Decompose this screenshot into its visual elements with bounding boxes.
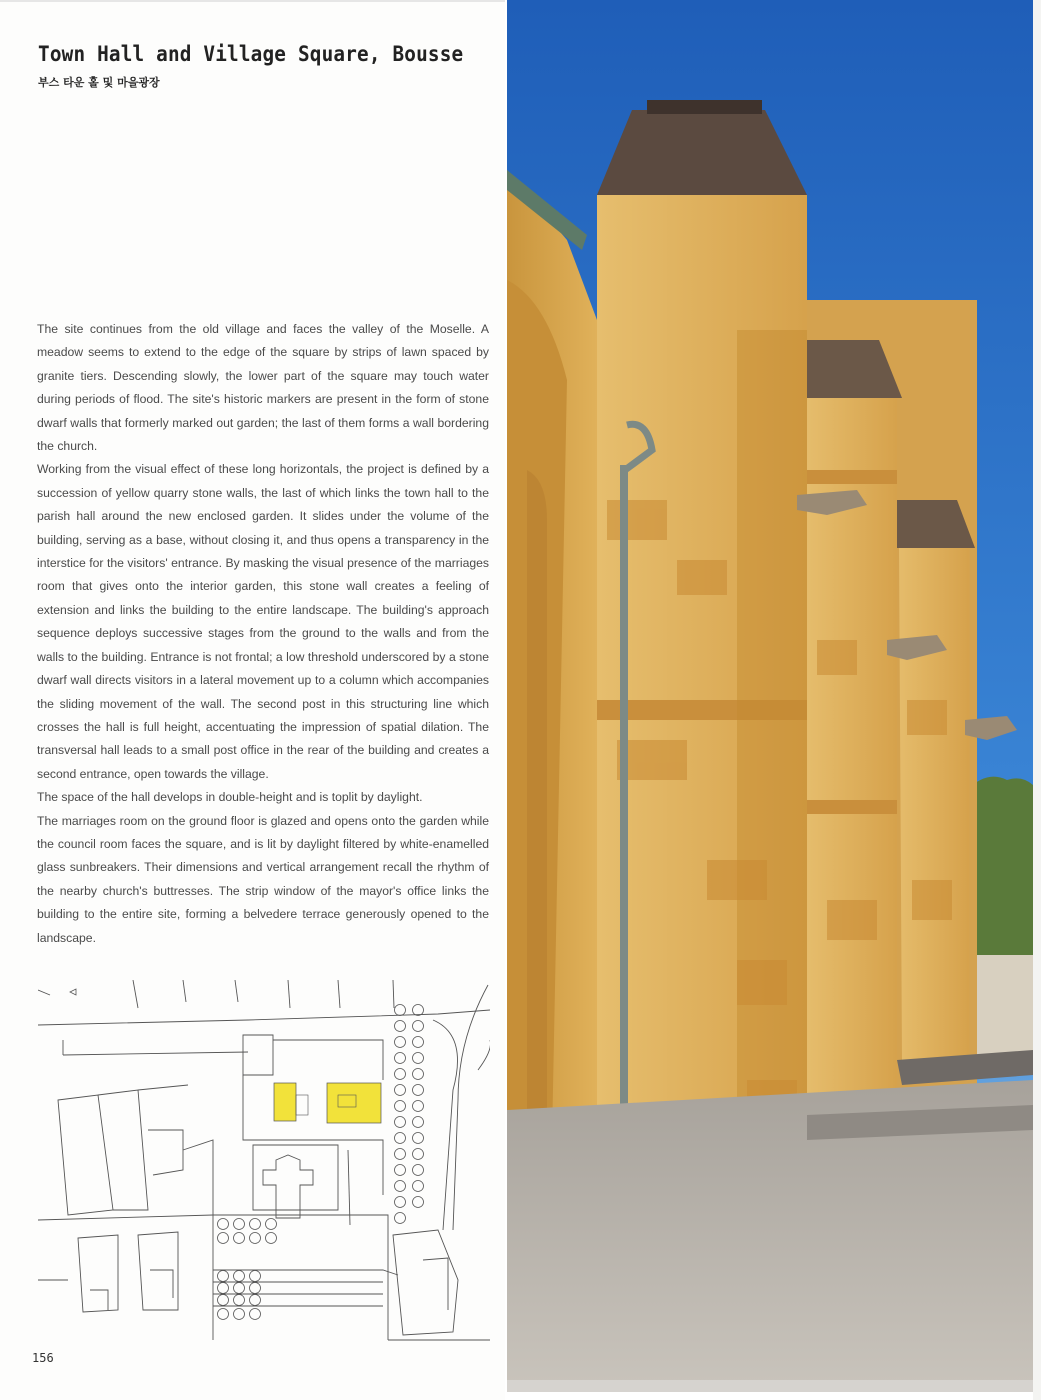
text-page (0, 0, 505, 1400)
top-rule (0, 0, 505, 2)
paragraph-4: The marriages room on the ground floor is glazed and opens onto the garden while the council room faces the square, and is lit by daylight filtered by white-enamelled glass sunbreakers. Their dimensions and vertical arrangement recall the rhythm of the nearby church's buttresses. The strip window of the mayor's office links the building to the entire site, forming a belvedere terrace generously opened to the landscape. (37, 813, 489, 945)
paragraph-2: Working from the visual effect of these long horizontals, the project is defined by a succession of yellow quarry stone walls, the last of which links the town hall to the parish hall around the new enclosed garden. It slides under the volume of the building, serving as a base, without closing it, and thus opens a transparency in the interstice for the visitors' entrance. By masking the visual presence of the marriages room that gives onto the interior garden, this stone wall creates a feeling of extension and links the building to the entire landscape. The building's approach sequence deploys successive stages from the ground to the walls and from the walls to the building. Entrance is not frontal; a low threshold underscored by a stone dwarf wall directs visitors in a lateral movement up to a column which accompanies the sliding movement of the wall. The second post in this structuring line which crosses the hall is full height, accentuating the impression of spatial dilation. The transversal hall leads to a small post office in the rear of the building and creates a second entrance, open towards the village. (37, 462, 489, 781)
page-subtitle-korean: 부스 타운 홀 및 마을광장 (38, 76, 160, 89)
article-body (37, 318, 489, 950)
plan-highlight (274, 1083, 381, 1123)
page-edge (1033, 0, 1041, 1400)
page-title: Town Hall and Village Square, Bousse (38, 42, 464, 66)
site-plan-drawing (38, 980, 490, 1342)
tree-rows (218, 1005, 424, 1320)
church-photo (507, 0, 1033, 1392)
paragraph-3: The space of the hall develops in double-height and is toplit by daylight. (37, 790, 423, 805)
page-number: 156 (32, 1351, 54, 1365)
church-buttresses-image (507, 0, 1033, 1392)
north-arrow-icon (70, 989, 76, 995)
site-plan (38, 980, 490, 1342)
paragraph-1: The site continues from the old village and faces the valley of the Moselle. A meadow seems to extend to the edge of the square by strips of lawn spaced by granite tiers. Descending slowly, the lower part of the square may touch water during periods of flood. The site's historic markers are present in the form of stone dwarf walls that formerly marked out garden; the last of them forms a wall bordering the church. (37, 322, 489, 454)
